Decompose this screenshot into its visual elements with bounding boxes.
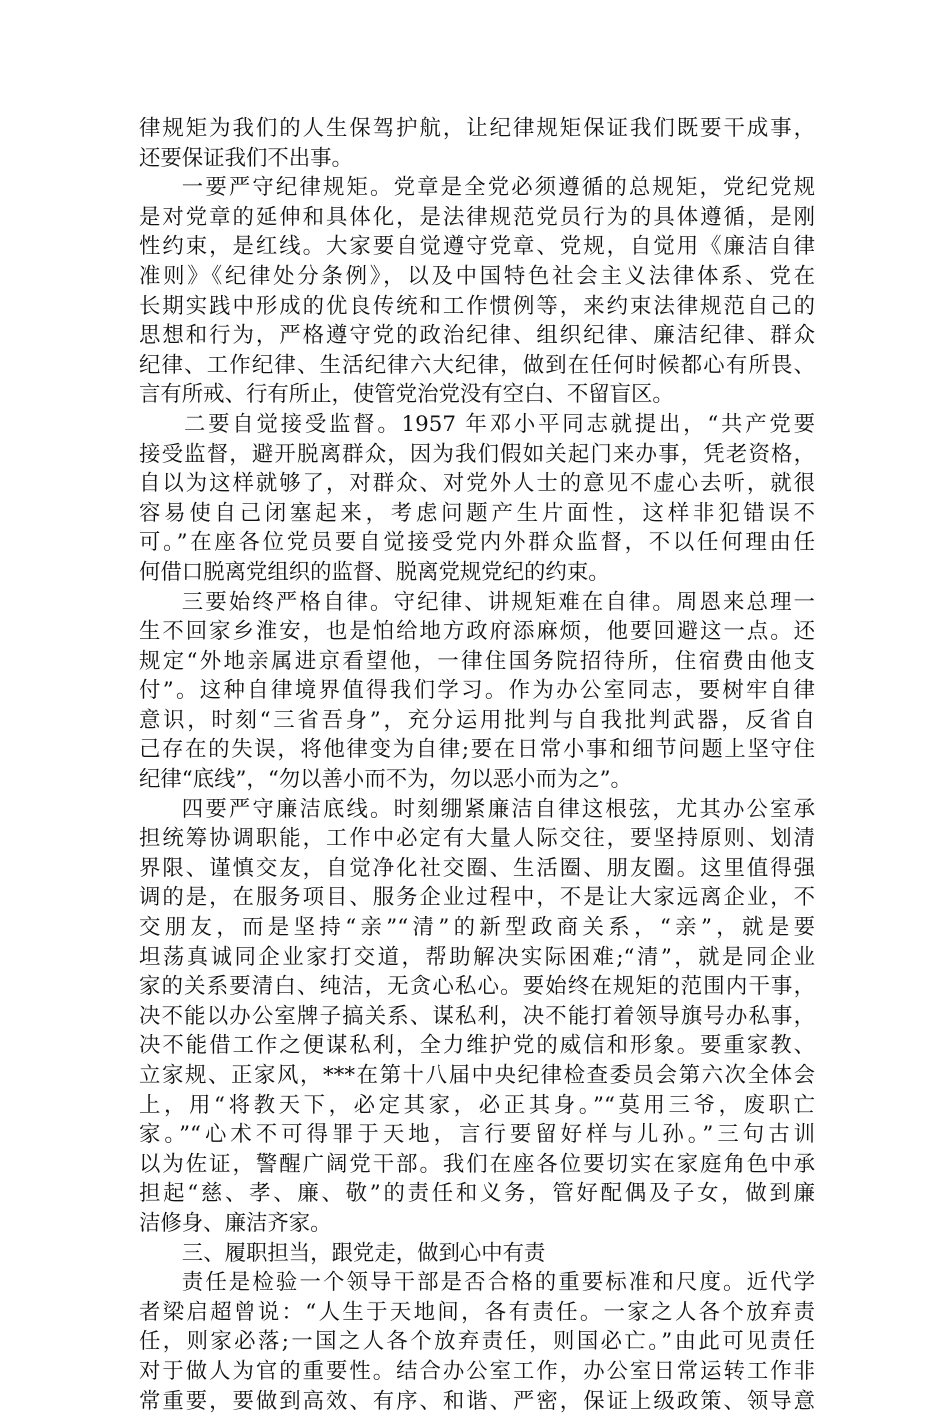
document-page xyxy=(139,114,815,1416)
text-line: 二要自觉接受监督。1957 年邓小平同志就提出，“共产党要 xyxy=(183,411,815,437)
text-line: 四要严守廉洁底线。时刻绷紧廉洁自律这根弦，尤其办公室承 xyxy=(181,796,815,822)
text-line: 规定“外地亲属进京看望他，一律住国务院招待所，住宿费由他支 xyxy=(139,648,815,674)
text-line: 家的关系要清白、纯洁，无贪心私心。要始终在规矩的范围内干事， xyxy=(139,974,815,1000)
text-line: 责任是检验一个领导干部是否合格的重要标准和尺度。近代学 xyxy=(181,1270,815,1296)
text-line: 三、履职担当，跟党走，做到心中有责 xyxy=(181,1240,546,1266)
text-line: 自以为这样就够了，对群众、对党外人士的意见不虚心去听，就很 xyxy=(139,471,815,497)
text-line: 对于做人为官的重要性。结合办公室工作，办公室日常运转工作非 xyxy=(139,1358,815,1384)
text-line: 一要严守纪律规矩。党章是全党必须遵循的总规矩，党纪党规 xyxy=(181,175,815,201)
text-line: 交朋友，而是坚持“亲”“清”的新型政商关系，“亲”，就是要 xyxy=(139,915,815,941)
text-line: 调的是，在服务项目、服务企业过程中，不是让大家远离企业，不 xyxy=(139,885,815,911)
text-line: 容易使自己闭塞起来，考虑问题产生片面性，这样非犯错误不 xyxy=(139,500,815,526)
text-line: 性约束，是红线。大家要自觉遵守党章、党规，自觉用《廉洁自律 xyxy=(139,234,815,260)
text-line: 何借口脱离党组织的监督、脱离党规党纪的约束。 xyxy=(139,559,610,585)
text-line: 长期实践中形成的优良传统和工作惯例等，来约束法律规范自己的 xyxy=(139,293,815,319)
text-line: 者梁启超曾说：“人生于天地间，各有责任。一家之人各个放弃责 xyxy=(139,1299,815,1325)
text-line: 可。”在座各位党员要自觉接受党内外群众监督，不以任何理由任 xyxy=(139,530,815,556)
text-line: 纪律“底线”，“勿以善小而不为，勿以恶小而为之”。 xyxy=(139,767,632,793)
text-line: 己存在的失误，将他律变为自律;要在日常小事和细节问题上坚守住 xyxy=(139,737,815,763)
text-line: 洁修身、廉洁齐家。 xyxy=(139,1210,332,1236)
text-line: 决不能以办公室牌子搞关系、谋私利，决不能打着领导旗号办私事， xyxy=(139,1003,815,1029)
text-line: 担起“慈、孝、廉、敬”的责任和义务，管好配偶及子女，做到廉 xyxy=(139,1181,815,1207)
text-line: 立家规、正家风，***在第十八届中央纪律检查委员会第六次全体会 xyxy=(139,1063,815,1088)
text-line: 界限、谨慎交友，自觉净化社交圈、生活圈、朋友圈。这里值得强 xyxy=(139,855,815,881)
text-line: 三要始终严格自律。守纪律、讲规矩难在自律。周恩来总理一 xyxy=(181,589,815,615)
text-line: 接受监督，避开脱离群众，因为我们假如关起门来办事，凭老资格， xyxy=(139,441,815,467)
text-line: 常重要，要做到高效、有序、和谐、严密，保证上级政策、领导意 xyxy=(139,1388,815,1414)
text-line: 准则》《纪律处分条例》，以及中国特色社会主义法律体系、党在 xyxy=(139,263,815,289)
text-line: 律规矩为我们的人生保驾护航，让纪律规矩保证我们既要干成事， xyxy=(139,116,815,141)
text-line: 决不能借工作之便谋私利，全力维护党的威信和形象。要重家教、 xyxy=(139,1033,815,1059)
text-line: 付”。这种自律境界值得我们学习。作为办公室同志，要树牢自律 xyxy=(139,678,815,704)
text-line: 任，则家必落;一国之人各个放弃责任，则国必亡。”由此可见责任 xyxy=(139,1329,815,1355)
text-line: 言有所戒、行有所止，使管党治党没有空白、不留盲区。 xyxy=(139,382,674,408)
text-line: 坦荡真诚同企业家打交道，帮助解决实际困难;“清”，就是同企业 xyxy=(139,944,815,970)
text-line: 家。”“心术不可得罪于天地，言行要留好样与儿孙。”三句古训 xyxy=(139,1122,815,1148)
text-line: 还要保证我们不出事。 xyxy=(139,145,353,171)
text-line: 思想和行为，严格遵守党的政治纪律、组织纪律、廉洁纪律、群众 xyxy=(139,323,815,349)
text-line: 生不回家乡淮安，也是怕给地方政府添麻烦，他要回避这一点。还 xyxy=(139,619,815,645)
text-line: 意识，时刻“三省吾身”，充分运用批判与自我批判武器，反省自 xyxy=(139,707,815,733)
text-line: 担统筹协调职能，工作中必定有大量人际交往，要坚持原则、划清 xyxy=(139,826,815,852)
text-line: 是对党章的延伸和具体化，是法律规范党员行为的具体遵循，是刚 xyxy=(139,204,815,230)
text-line: 纪律、工作纪律、生活纪律六大纪律，做到在任何时候都心有所畏、 xyxy=(139,352,815,378)
text-line: 上，用“将教天下，必定其家，必正其身。”“莫用三爷，废职亡 xyxy=(139,1092,815,1118)
text-line: 以为佐证，警醒广阔党干部。我们在座各位要切实在家庭角色中承 xyxy=(139,1151,815,1177)
